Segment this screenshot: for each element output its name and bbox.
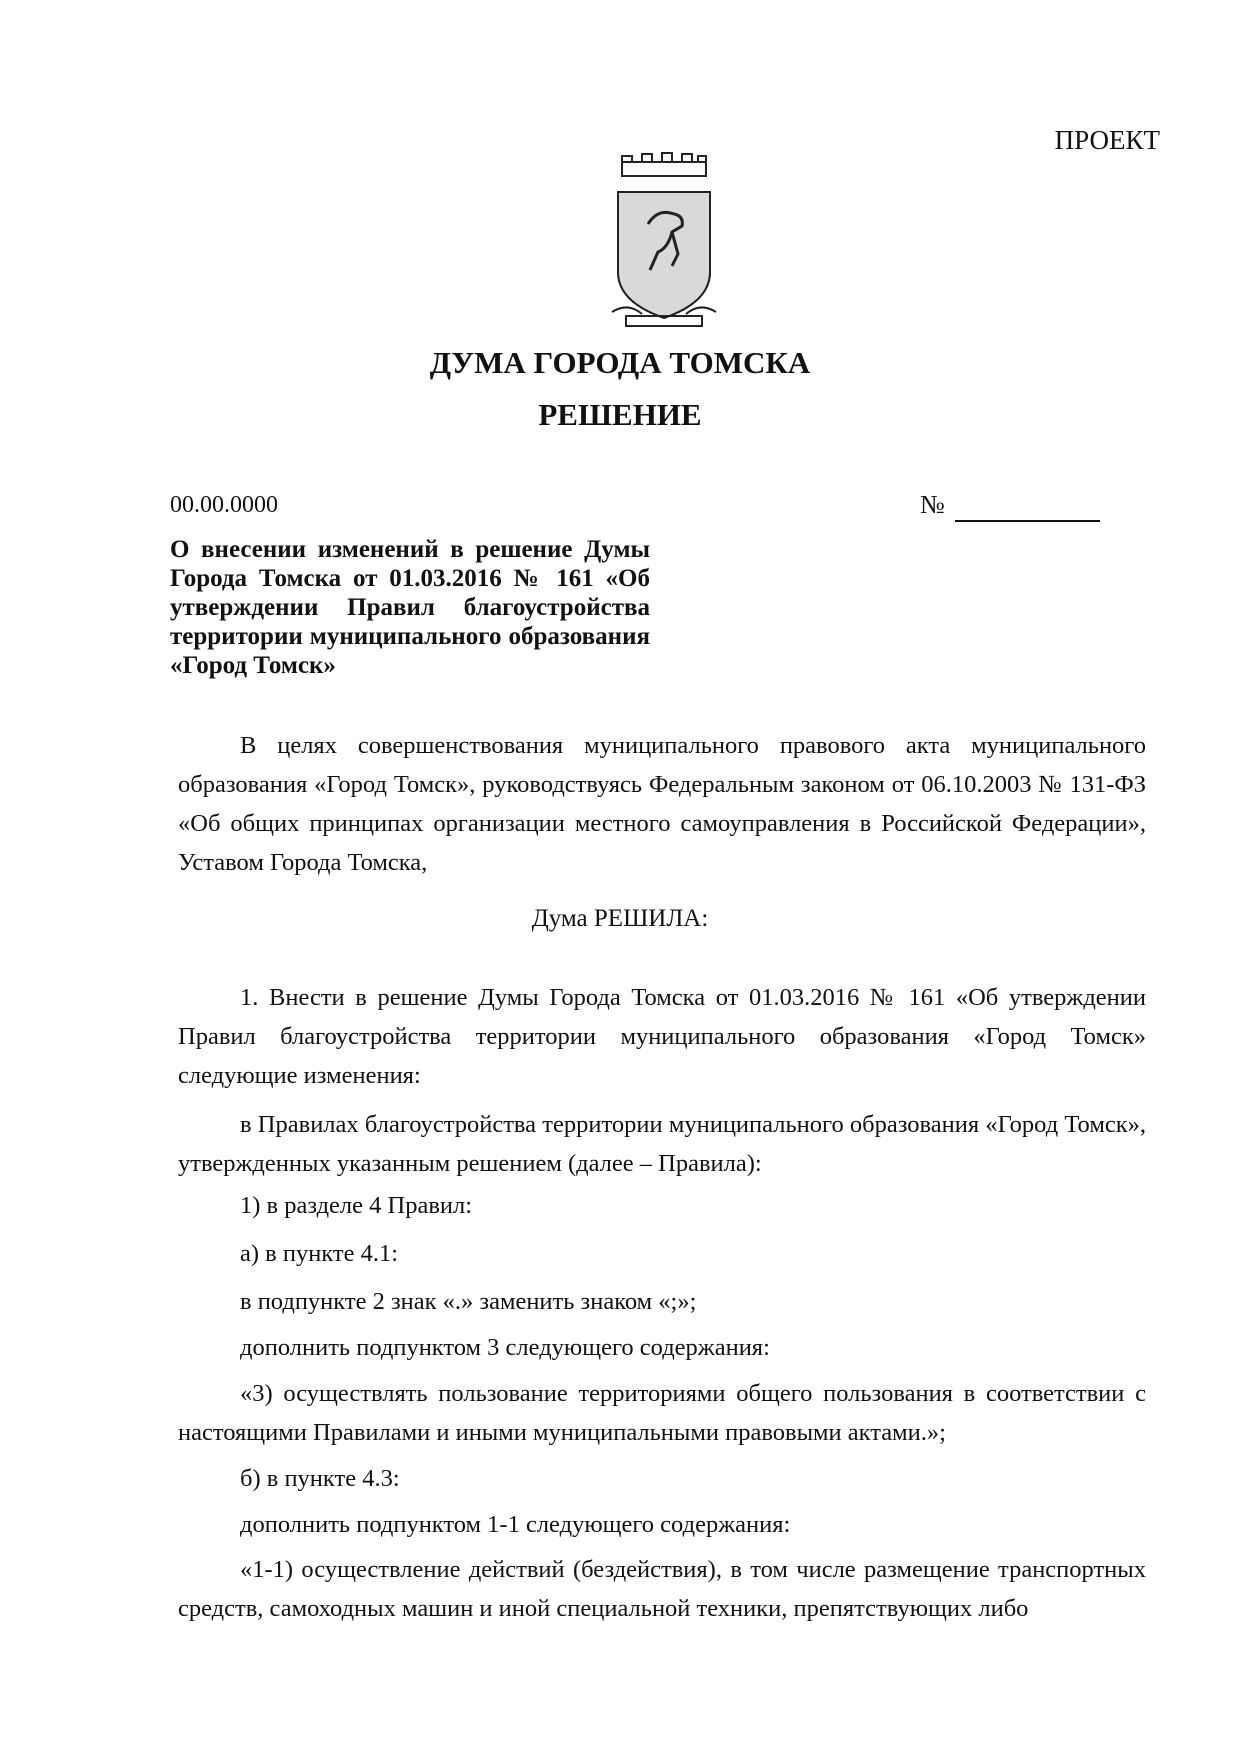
document-date: 00.00.0000 <box>170 492 278 518</box>
project-stamp: ПРОЕКТ <box>1054 125 1160 155</box>
list-item: а) в пункте 4.1: <box>240 1240 399 1267</box>
list-item: б) в пункте 4.3: <box>240 1465 400 1492</box>
paragraph-3: «3) осуществлять пользование территориями общего пользования в соответствии с настоящими Правилами и иными муниципальными правовыми актами.»; <box>178 1380 1146 1446</box>
council-name: ДУМА ГОРОДА ТОМСКА <box>429 345 811 380</box>
resolved-heading: Дума РЕШИЛА: <box>531 905 709 932</box>
number-blank-line <box>955 520 1100 522</box>
list-item: дополнить подпунктом 1-1 следующего содержания: <box>240 1511 791 1538</box>
number-label: № <box>920 490 945 519</box>
document-title: О внесении изменений в решение Думы Города Томска от 01.03.2016 № 161 «Об утверждении Правил благоустройства территории муниципального образования «Город Томск» <box>170 536 650 679</box>
paragraph-2: в Правилах благоустройства территории муниципального образования «Город Томск», утвержденных указанным решением (далее – Правила): <box>178 1111 1146 1177</box>
list-item: в подпункте 2 знак «.» заменить знаком «;»; <box>240 1288 697 1315</box>
paragraph-1: 1. Внести в решение Думы Города Томска от 01.03.2016 № 161 «Об утверждении Правил благоустройства территории муниципального образования «Город Томск» следующие изменения: <box>178 984 1146 1089</box>
coat-of-arms-icon <box>604 152 724 334</box>
preamble: В целях совершенствования муниципального правового акта муниципального образования «Город Томск», руководствуясь Федеральным законом от 06.10.2003 № 131-ФЗ «Об общих принципах организации местного самоуправления в Российской Федерации», Уставом Города Томска, <box>178 732 1146 876</box>
document-type: РЕШЕНИЕ <box>538 397 702 432</box>
list-item: дополнить подпунктом 3 следующего содержания: <box>240 1334 770 1361</box>
list-item: 1) в разделе 4 Правил: <box>240 1192 473 1219</box>
paragraph-4: «1-1) осуществление действий (бездействия), в том числе размещение транспортных средств, самоходных машин и иной специальной техники, препятствующих либо <box>178 1556 1146 1622</box>
